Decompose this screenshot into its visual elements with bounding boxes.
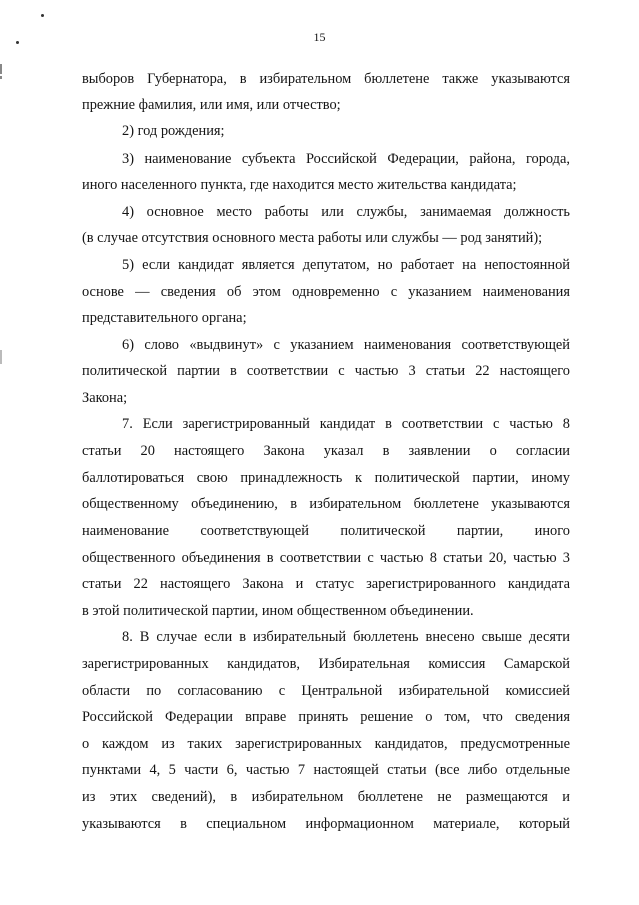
scan-speck <box>41 14 44 17</box>
text-line: баллотироваться свою принадлежность к политической партии, иному <box>82 470 570 486</box>
text-line: 3) наименование субъекта Российской Федерации, района, города, <box>122 151 570 167</box>
text-line: наименование соответствующей политической партии, иного <box>82 523 570 539</box>
text-line: статьи 22 настоящего Закона и статус зарегистрированного кандидата <box>82 576 570 592</box>
text-line: политической партии в соответствии с частью 3 статьи 22 настоящего <box>82 363 570 379</box>
text-line: 6) слово «выдвинут» с указанием наименования соответствующей <box>122 337 570 353</box>
scan-edge-mark <box>0 64 2 74</box>
text-line: (в случае отсутствия основного места работы или службы — род занятий); <box>82 230 543 246</box>
text-line: общественного объединения в соответствии с частью 8 статьи 20, частью 3 <box>82 550 570 566</box>
text-line: статьи 20 настоящего Закона указал в заявлении о согласии <box>82 443 570 459</box>
text-line: зарегистрированных кандидатов, Избирательная комиссия Самарской <box>82 656 570 672</box>
text-line: 2) год рождения; <box>122 123 225 139</box>
text-line: из этих сведений), в избирательном бюллетене не размещаются и <box>82 789 570 805</box>
text-line: о каждом из таких зарегистрированных кандидатов, предусмотренные <box>82 736 570 752</box>
text-line: выборов Губернатора, в избирательном бюллетене также указываются <box>82 71 570 87</box>
text-line: 8. В случае если в избирательный бюллетень внесено свыше десяти <box>122 629 570 645</box>
text-line: представительного органа; <box>82 310 247 326</box>
text-line: пунктами 4, 5 части 6, частью 7 настоящей статьи (все либо отдельные <box>82 762 570 778</box>
text-line: в этой политической партии, ином общественном объединении. <box>82 603 474 619</box>
page-number: 15 <box>313 30 326 44</box>
scan-edge-mark <box>0 76 2 79</box>
text-line: иного населенного пункта, где находится место жительства кандидата; <box>82 177 517 193</box>
text-line: 5) если кандидат является депутатом, но работает на непостоянной <box>122 257 570 273</box>
text-line: 7. Если зарегистрированный кандидат в соответствии с частью 8 <box>122 416 570 432</box>
text-line: 4) основное место работы или службы, занимаемая должность <box>122 204 570 220</box>
text-line: основе — сведения об этом одновременно с указанием наименования <box>82 284 570 300</box>
text-line: области по согласованию с Центральной избирательной комиссией <box>82 683 570 699</box>
text-line: Российской Федерации вправе принять решение о том, что сведения <box>82 709 570 725</box>
scan-edge-mark <box>0 350 2 364</box>
text-line: общественному объединению, в избирательном бюллетене указываются <box>82 496 570 512</box>
text-line: прежние фамилия, или имя, или отчество; <box>82 97 341 113</box>
text-line: Закона; <box>82 390 128 406</box>
text-line: указываются в специальном информационном материале, который <box>82 816 570 832</box>
